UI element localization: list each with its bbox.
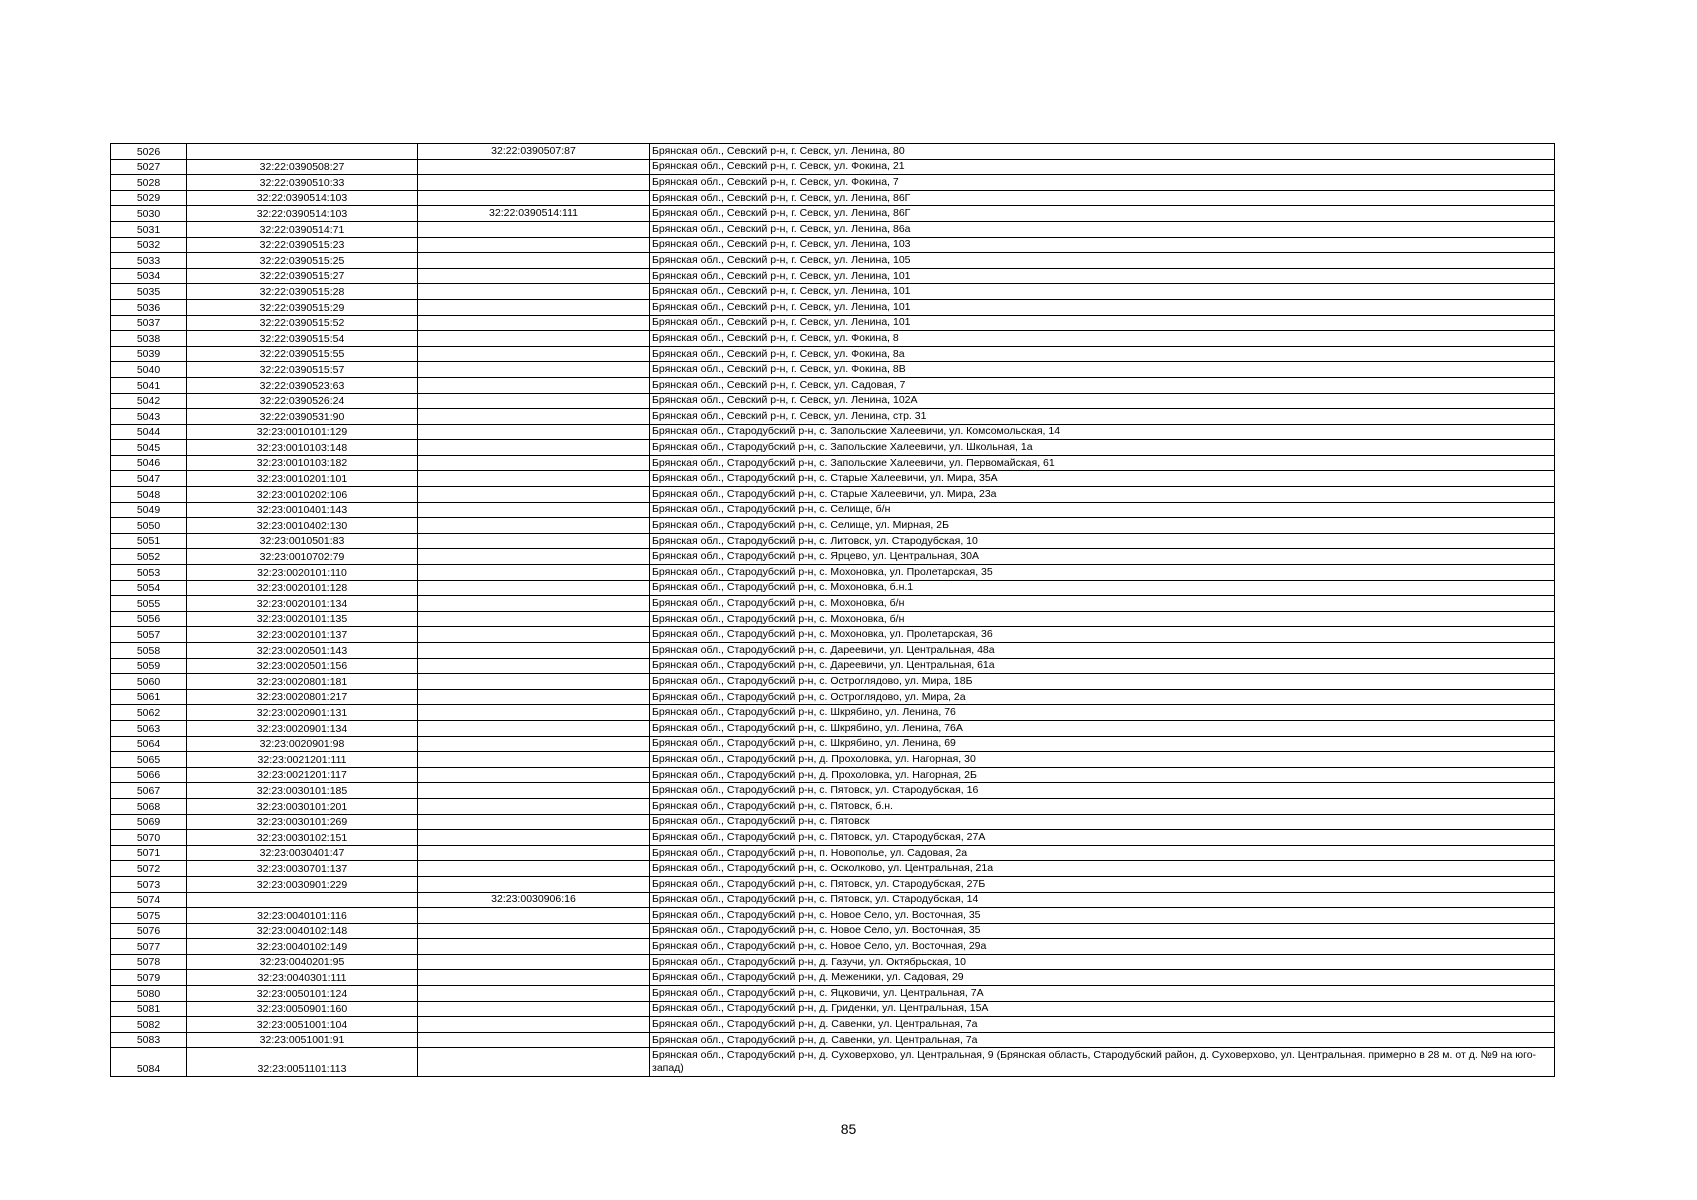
row-number-cell: 5039 — [111, 346, 187, 362]
row-number-cell: 5030 — [111, 206, 187, 222]
cadastral-number-cell: 32:23:0030701:137 — [187, 861, 418, 877]
building-cadastral-number-cell — [418, 783, 650, 799]
cadastral-number-cell: 32:23:0020101:110 — [187, 565, 418, 581]
table-row — [111, 502, 1555, 518]
building-cadastral-number-cell — [418, 658, 650, 674]
row-number-cell: 5045 — [111, 440, 187, 456]
address-cell: Брянская обл., Севский р-н, г. Севск, ул. Фокина, 8В — [650, 362, 1555, 378]
address-cell: Брянская обл., Севский р-н, г. Севск, ул. Ленина, 101 — [650, 299, 1555, 315]
row-number-cell: 5035 — [111, 284, 187, 300]
address-cell: Брянская обл., Стародубский р-н, д. Савенки, ул. Центральная, 7а — [650, 1017, 1555, 1033]
address-cell: Брянская обл., Стародубский р-н, с. Мохоновка, б/н — [650, 611, 1555, 627]
row-number-cell: 5054 — [111, 580, 187, 596]
row-number-cell: 5084 — [111, 1048, 187, 1077]
row-number-cell: 5064 — [111, 736, 187, 752]
row-number-cell: 5061 — [111, 689, 187, 705]
row-number-cell: 5032 — [111, 237, 187, 253]
building-cadastral-number-cell — [418, 861, 650, 877]
row-number-cell: 5052 — [111, 549, 187, 565]
row-number-cell: 5076 — [111, 923, 187, 939]
cadastral-number-cell: 32:23:0020101:137 — [187, 627, 418, 643]
table-row — [111, 814, 1555, 830]
row-number-cell: 5077 — [111, 939, 187, 955]
cadastral-number-cell: 32:23:0051001:91 — [187, 1032, 418, 1048]
table-row — [111, 861, 1555, 877]
cadastral-number-cell: 32:23:0020901:131 — [187, 705, 418, 721]
address-cell: Брянская обл., Стародубский р-н, с. Пятовск, ул. Стародубская, 27Б — [650, 876, 1555, 892]
table-row — [111, 720, 1555, 736]
address-cell: Брянская обл., Стародубский р-н, с. Селище, ул. Мирная, 2Б — [650, 518, 1555, 534]
table-row — [111, 627, 1555, 643]
table-row — [111, 705, 1555, 721]
table-row — [111, 892, 1555, 908]
table-row — [111, 798, 1555, 814]
address-cell: Брянская обл., Стародубский р-н, с. Шкрябино, ул. Ленина, 76 — [650, 705, 1555, 721]
building-cadastral-number-cell — [418, 814, 650, 830]
building-cadastral-number-cell — [418, 830, 650, 846]
row-number-cell: 5040 — [111, 362, 187, 378]
table-row — [111, 393, 1555, 409]
table-row — [111, 1048, 1555, 1077]
cadastral-number-cell: 32:23:0030401:47 — [187, 845, 418, 861]
row-number-cell: 5051 — [111, 533, 187, 549]
building-cadastral-number-cell — [418, 440, 650, 456]
cadastral-number-cell: 32:23:0020101:135 — [187, 611, 418, 627]
row-number-cell: 5042 — [111, 393, 187, 409]
table-row — [111, 689, 1555, 705]
cadastral-number-cell: 32:23:0010201:101 — [187, 471, 418, 487]
row-number-cell: 5080 — [111, 986, 187, 1002]
table-row — [111, 315, 1555, 331]
table-row — [111, 362, 1555, 378]
table-row — [111, 299, 1555, 315]
cadastral-number-cell — [187, 892, 418, 908]
address-cell: Брянская обл., Стародубский р-н, с. Новое Село, ул. Восточная, 35 — [650, 923, 1555, 939]
building-cadastral-number-cell — [418, 1001, 650, 1017]
cadastral-number-cell: 32:23:0040102:149 — [187, 939, 418, 955]
building-cadastral-number-cell — [418, 752, 650, 768]
building-cadastral-number-cell — [418, 455, 650, 471]
building-cadastral-number-cell — [418, 705, 650, 721]
building-cadastral-number-cell — [418, 845, 650, 861]
cadastral-number-cell: 32:23:0010103:182 — [187, 455, 418, 471]
row-number-cell: 5075 — [111, 908, 187, 924]
cadastral-number-cell: 32:22:0390515:23 — [187, 237, 418, 253]
building-cadastral-number-cell — [418, 315, 650, 331]
address-cell: Брянская обл., Стародубский р-н, с. Дареевичи, ул. Центральная, 48а — [650, 643, 1555, 659]
address-cell: Брянская обл., Стародубский р-н, с. Ярцево, ул. Центральная, 30А — [650, 549, 1555, 565]
building-cadastral-number-cell — [418, 970, 650, 986]
row-number-cell: 5034 — [111, 268, 187, 284]
row-number-cell: 5063 — [111, 720, 187, 736]
address-cell: Брянская обл., Севский р-н, г. Севск, ул. Ленина, 103 — [650, 237, 1555, 253]
building-cadastral-number-cell: 32:22:0390514:111 — [418, 206, 650, 222]
row-number-cell: 5057 — [111, 627, 187, 643]
table-row — [111, 409, 1555, 425]
building-cadastral-number-cell — [418, 253, 650, 269]
address-cell: Брянская обл., Стародубский р-н, д. Газучи, ул. Октябрьская, 10 — [650, 954, 1555, 970]
address-cell: Брянская обл., Севский р-н, г. Севск, ул. Ленина, 102А — [650, 393, 1555, 409]
address-cell: Брянская обл., Стародубский р-н, с. Пятовск — [650, 814, 1555, 830]
address-cell: Брянская обл., Стародубский р-н, с. Осколково, ул. Центральная, 21а — [650, 861, 1555, 877]
address-cell: Брянская обл., Стародубский р-н, с. Остроглядово, ул. Мира, 2а — [650, 689, 1555, 705]
building-cadastral-number-cell — [418, 611, 650, 627]
table-row — [111, 144, 1555, 160]
building-cadastral-number-cell — [418, 1048, 650, 1077]
table-row — [111, 346, 1555, 362]
cadastral-number-cell: 32:23:0010202:106 — [187, 487, 418, 503]
row-number-cell: 5044 — [111, 424, 187, 440]
table-row — [111, 643, 1555, 659]
address-cell: Брянская обл., Стародубский р-н, с. Запольские Халеевичи, ул. Комсомольская, 14 — [650, 424, 1555, 440]
row-number-cell: 5029 — [111, 190, 187, 206]
building-cadastral-number-cell — [418, 939, 650, 955]
cadastral-number-cell: 32:23:0050901:160 — [187, 1001, 418, 1017]
address-cell: Брянская обл., Стародубский р-н, с. Дареевичи, ул. Центральная, 61а — [650, 658, 1555, 674]
address-cell: Брянская обл., Стародубский р-н, с. Шкрябино, ул. Ленина, 69 — [650, 736, 1555, 752]
row-number-cell: 5055 — [111, 596, 187, 612]
row-number-cell: 5053 — [111, 565, 187, 581]
cadastral-number-cell: 32:22:0390510:33 — [187, 175, 418, 191]
building-cadastral-number-cell — [418, 767, 650, 783]
address-cell: Брянская обл., Стародубский р-н, с. Пятовск, ул. Стародубская, 27А — [650, 830, 1555, 846]
cadastral-number-cell: 32:22:0390531:90 — [187, 409, 418, 425]
address-cell: Брянская обл., Стародубский р-н, с. Селище, б/н — [650, 502, 1555, 518]
cadastral-number-cell: 32:23:0010402:130 — [187, 518, 418, 534]
building-cadastral-number-cell — [418, 643, 650, 659]
cadastral-number-cell: 32:23:0020101:134 — [187, 596, 418, 612]
table-row — [111, 970, 1555, 986]
row-number-cell: 5070 — [111, 830, 187, 846]
table-row — [111, 471, 1555, 487]
row-number-cell: 5060 — [111, 674, 187, 690]
building-cadastral-number-cell — [418, 518, 650, 534]
address-cell: Брянская обл., Севский р-н, г. Севск, ул. Ленина, 105 — [650, 253, 1555, 269]
table-row — [111, 954, 1555, 970]
address-cell: Брянская обл., Стародубский р-н, с. Мохоновка, ул. Пролетарская, 35 — [650, 565, 1555, 581]
building-cadastral-number-cell — [418, 1032, 650, 1048]
row-number-cell: 5033 — [111, 253, 187, 269]
address-cell: Брянская обл., Стародубский р-н, с. Новое Село, ул. Восточная, 29а — [650, 939, 1555, 955]
building-cadastral-number-cell — [418, 237, 650, 253]
cadastral-number-cell: 32:23:0021201:111 — [187, 752, 418, 768]
row-number-cell: 5073 — [111, 876, 187, 892]
address-cell: Брянская обл., Стародубский р-н, д. Гриденки, ул. Центральная, 15А — [650, 1001, 1555, 1017]
table-row — [111, 533, 1555, 549]
row-number-cell: 5071 — [111, 845, 187, 861]
address-cell: Брянская обл., Севский р-н, г. Севск, ул. Садовая, 7 — [650, 377, 1555, 393]
building-cadastral-number-cell — [418, 299, 650, 315]
address-cell: Брянская обл., Севский р-н, г. Севск, ул. Фокина, 8 — [650, 331, 1555, 347]
row-number-cell: 5066 — [111, 767, 187, 783]
row-number-cell: 5062 — [111, 705, 187, 721]
table-row — [111, 221, 1555, 237]
row-number-cell: 5047 — [111, 471, 187, 487]
row-number-cell: 5048 — [111, 487, 187, 503]
row-number-cell: 5082 — [111, 1017, 187, 1033]
building-cadastral-number-cell — [418, 175, 650, 191]
cadastral-number-cell: 32:22:0390515:57 — [187, 362, 418, 378]
building-cadastral-number-cell — [418, 549, 650, 565]
table-row — [111, 549, 1555, 565]
building-cadastral-number-cell — [418, 190, 650, 206]
address-cell: Брянская обл., Стародубский р-н, с. Старые Халеевичи, ул. Мира, 23а — [650, 487, 1555, 503]
table-row — [111, 159, 1555, 175]
table-row — [111, 424, 1555, 440]
cadastral-number-cell: 32:23:0010501:83 — [187, 533, 418, 549]
address-cell: Брянская обл., Севский р-н, г. Севск, ул. Ленина, 86Г — [650, 190, 1555, 206]
cadastral-number-cell: 32:22:0390526:24 — [187, 393, 418, 409]
address-cell: Брянская обл., Севский р-н, г. Севск, ул. Фокина, 7 — [650, 175, 1555, 191]
table-row — [111, 611, 1555, 627]
row-number-cell: 5026 — [111, 144, 187, 160]
building-cadastral-number-cell — [418, 923, 650, 939]
row-number-cell: 5043 — [111, 409, 187, 425]
table-row — [111, 876, 1555, 892]
cadastral-number-cell: 32:23:0020501:156 — [187, 658, 418, 674]
row-number-cell: 5037 — [111, 315, 187, 331]
cadastral-number-cell: 32:23:0030101:201 — [187, 798, 418, 814]
cadastral-number-cell: 32:23:0020801:217 — [187, 689, 418, 705]
building-cadastral-number-cell — [418, 502, 650, 518]
address-cell: Брянская обл., Севский р-н, г. Севск, ул. Фокина, 21 — [650, 159, 1555, 175]
row-number-cell: 5072 — [111, 861, 187, 877]
table-row — [111, 1001, 1555, 1017]
building-cadastral-number-cell — [418, 596, 650, 612]
address-cell: Брянская обл., Стародубский р-н, п. Новополье, ул. Садовая, 2а — [650, 845, 1555, 861]
table-row — [111, 767, 1555, 783]
table-row — [111, 580, 1555, 596]
cadastral-number-cell: 32:22:0390515:29 — [187, 299, 418, 315]
address-cell: Брянская обл., Стародубский р-н, с. Мохоновка, ул. Пролетарская, 36 — [650, 627, 1555, 643]
cadastral-number-cell: 32:23:0051001:104 — [187, 1017, 418, 1033]
building-cadastral-number-cell — [418, 268, 650, 284]
address-cell: Брянская обл., Стародубский р-н, д. Прохоловка, ул. Нагорная, 2Б — [650, 767, 1555, 783]
cadastral-number-cell: 32:22:0390508:27 — [187, 159, 418, 175]
row-number-cell: 5036 — [111, 299, 187, 315]
address-cell: Брянская обл., Стародубский р-н, с. Запольские Халеевичи, ул. Первомайская, 61 — [650, 455, 1555, 471]
row-number-cell: 5041 — [111, 377, 187, 393]
row-number-cell: 5049 — [111, 502, 187, 518]
cadastral-number-cell: 32:22:0390515:27 — [187, 268, 418, 284]
cadastral-number-cell: 32:23:0040301:111 — [187, 970, 418, 986]
cadastral-number-cell: 32:23:0040201:95 — [187, 954, 418, 970]
cadastral-number-cell: 32:23:0051101:113 — [187, 1048, 418, 1077]
cadastral-number-cell: 32:23:0020901:98 — [187, 736, 418, 752]
building-cadastral-number-cell — [418, 674, 650, 690]
table-row — [111, 237, 1555, 253]
building-cadastral-number-cell — [418, 346, 650, 362]
address-cell: Брянская обл., Стародубский р-н, д. Савенки, ул. Центральная, 7а — [650, 1032, 1555, 1048]
register-table-body — [111, 144, 1555, 1077]
cadastral-number-cell: 32:23:0040101:116 — [187, 908, 418, 924]
cadastral-number-cell: 32:23:0021201:117 — [187, 767, 418, 783]
building-cadastral-number-cell — [418, 221, 650, 237]
row-number-cell: 5067 — [111, 783, 187, 799]
cadastral-number-cell: 32:22:0390515:28 — [187, 284, 418, 300]
address-cell: Брянская обл., Стародубский р-н, с. Запольские Халеевичи, ул. Школьная, 1а — [650, 440, 1555, 456]
address-cell: Брянская обл., Стародубский р-н, с. Остроглядово, ул. Мира, 18Б — [650, 674, 1555, 690]
cadastral-number-cell: 32:23:0020101:128 — [187, 580, 418, 596]
table-row — [111, 845, 1555, 861]
cadastral-number-cell: 32:23:0030102:151 — [187, 830, 418, 846]
row-number-cell: 5056 — [111, 611, 187, 627]
cadastral-number-cell: 32:22:0390515:25 — [187, 253, 418, 269]
row-number-cell: 5068 — [111, 798, 187, 814]
building-cadastral-number-cell — [418, 986, 650, 1002]
building-cadastral-number-cell — [418, 362, 650, 378]
page-number: 85 — [840, 1121, 857, 1137]
property-register-table — [110, 143, 1555, 1077]
building-cadastral-number-cell: 32:22:0390507:87 — [418, 144, 650, 160]
cadastral-number-cell: 32:23:0040102:148 — [187, 923, 418, 939]
row-number-cell: 5078 — [111, 954, 187, 970]
cadastral-number-cell: 32:23:0020801:181 — [187, 674, 418, 690]
row-number-cell: 5046 — [111, 455, 187, 471]
row-number-cell: 5038 — [111, 331, 187, 347]
table-row — [111, 455, 1555, 471]
building-cadastral-number-cell — [418, 954, 650, 970]
address-cell: Брянская обл., Стародубский р-н, с. Литовск, ул. Стародубская, 10 — [650, 533, 1555, 549]
address-cell: Брянская обл., Севский р-н, г. Севск, ул. Ленина, 101 — [650, 268, 1555, 284]
address-cell: Брянская обл., Стародубский р-н, с. Шкрябино, ул. Ленина, 76А — [650, 720, 1555, 736]
cadastral-number-cell: 32:22:0390523:63 — [187, 377, 418, 393]
table-row — [111, 284, 1555, 300]
cadastral-number-cell: 32:22:0390514:103 — [187, 190, 418, 206]
table-row — [111, 518, 1555, 534]
address-cell: Брянская обл., Севский р-н, г. Севск, ул. Ленина, 86а — [650, 221, 1555, 237]
address-cell: Брянская обл., Севский р-н, г. Севск, ул. Ленина, 86Г — [650, 206, 1555, 222]
building-cadastral-number-cell — [418, 159, 650, 175]
cadastral-number-cell: 32:23:0030901:229 — [187, 876, 418, 892]
address-cell: Брянская обл., Севский р-н, г. Севск, ул. Фокина, 8а — [650, 346, 1555, 362]
row-number-cell: 5028 — [111, 175, 187, 191]
cadastral-number-cell — [187, 144, 418, 160]
building-cadastral-number-cell: 32:23:0030906:16 — [418, 892, 650, 908]
building-cadastral-number-cell — [418, 424, 650, 440]
building-cadastral-number-cell — [418, 1017, 650, 1033]
cadastral-number-cell: 32:23:0020501:143 — [187, 643, 418, 659]
building-cadastral-number-cell — [418, 487, 650, 503]
cadastral-number-cell: 32:22:0390515:55 — [187, 346, 418, 362]
row-number-cell: 5059 — [111, 658, 187, 674]
cadastral-number-cell: 32:23:0020901:134 — [187, 720, 418, 736]
table-row — [111, 253, 1555, 269]
table-row — [111, 923, 1555, 939]
address-cell: Брянская обл., Стародубский р-н, с. Мохоновка, б.н.1 — [650, 580, 1555, 596]
row-number-cell: 5081 — [111, 1001, 187, 1017]
cadastral-number-cell: 32:23:0010702:79 — [187, 549, 418, 565]
address-cell: Брянская обл., Стародубский р-н, с. Мохоновка, б/н — [650, 596, 1555, 612]
address-cell: Брянская обл., Севский р-н, г. Севск, ул. Ленина, стр. 31 — [650, 409, 1555, 425]
address-cell: Брянская обл., Стародубский р-н, с. Новое Село, ул. Восточная, 35 — [650, 908, 1555, 924]
address-cell: Брянская обл., Стародубский р-н, с. Пятовск, ул. Стародубская, 14 — [650, 892, 1555, 908]
building-cadastral-number-cell — [418, 689, 650, 705]
building-cadastral-number-cell — [418, 393, 650, 409]
row-number-cell: 5069 — [111, 814, 187, 830]
address-cell: Брянская обл., Севский р-н, г. Севск, ул. Ленина, 101 — [650, 315, 1555, 331]
cadastral-number-cell: 32:22:0390515:54 — [187, 331, 418, 347]
table-row — [111, 331, 1555, 347]
row-number-cell: 5050 — [111, 518, 187, 534]
building-cadastral-number-cell — [418, 720, 650, 736]
table-row — [111, 830, 1555, 846]
table-row — [111, 658, 1555, 674]
table-row — [111, 736, 1555, 752]
row-number-cell: 5058 — [111, 643, 187, 659]
cadastral-number-cell: 32:23:0050101:124 — [187, 986, 418, 1002]
address-cell: Брянская обл., Стародубский р-н, д. Меженики, ул. Садовая, 29 — [650, 970, 1555, 986]
building-cadastral-number-cell — [418, 627, 650, 643]
building-cadastral-number-cell — [418, 331, 650, 347]
cadastral-number-cell: 32:23:0010101:129 — [187, 424, 418, 440]
table-row — [111, 190, 1555, 206]
cadastral-number-cell: 32:23:0010103:148 — [187, 440, 418, 456]
table-row — [111, 674, 1555, 690]
row-number-cell: 5083 — [111, 1032, 187, 1048]
table-row — [111, 268, 1555, 284]
table-row — [111, 986, 1555, 1002]
table-row — [111, 440, 1555, 456]
cadastral-number-cell: 32:23:0030101:185 — [187, 783, 418, 799]
row-number-cell: 5074 — [111, 892, 187, 908]
address-cell: Брянская обл., Стародубский р-н, с. Старые Халеевичи, ул. Мира, 35А — [650, 471, 1555, 487]
table-row — [111, 783, 1555, 799]
table-row — [111, 487, 1555, 503]
row-number-cell: 5065 — [111, 752, 187, 768]
building-cadastral-number-cell — [418, 471, 650, 487]
building-cadastral-number-cell — [418, 533, 650, 549]
address-cell: Брянская обл., Стародубский р-н, д. Прохоловка, ул. Нагорная, 30 — [650, 752, 1555, 768]
address-cell: Брянская обл., Стародубский р-н, с. Пятовск, ул. Стародубская, 16 — [650, 783, 1555, 799]
building-cadastral-number-cell — [418, 565, 650, 581]
cadastral-number-cell: 32:23:0030101:269 — [187, 814, 418, 830]
row-number-cell: 5079 — [111, 970, 187, 986]
building-cadastral-number-cell — [418, 736, 650, 752]
address-cell: Брянская обл., Севский р-н, г. Севск, ул. Ленина, 101 — [650, 284, 1555, 300]
table-row — [111, 939, 1555, 955]
table-row — [111, 752, 1555, 768]
address-cell: Брянская обл., Стародубский р-н, д. Суховерхово, ул. Центральная, 9 (Брянская область, Стародубский район, д. Суховерхово, ул. Центральная. примерно в 28 м. от д. №9 на юго-запад) — [650, 1048, 1555, 1077]
building-cadastral-number-cell — [418, 409, 650, 425]
table-row — [111, 1032, 1555, 1048]
building-cadastral-number-cell — [418, 377, 650, 393]
cadastral-number-cell: 32:22:0390515:52 — [187, 315, 418, 331]
address-cell: Брянская обл., Стародубский р-н, с. Яцковичи, ул. Центральная, 7А — [650, 986, 1555, 1002]
cadastral-number-cell: 32:22:0390514:71 — [187, 221, 418, 237]
address-cell: Брянская обл., Стародубский р-н, с. Пятовск, б.н. — [650, 798, 1555, 814]
building-cadastral-number-cell — [418, 798, 650, 814]
row-number-cell: 5027 — [111, 159, 187, 175]
table-row — [111, 206, 1555, 222]
row-number-cell: 5031 — [111, 221, 187, 237]
building-cadastral-number-cell — [418, 908, 650, 924]
building-cadastral-number-cell — [418, 580, 650, 596]
building-cadastral-number-cell — [418, 876, 650, 892]
cadastral-number-cell: 32:23:0010401:143 — [187, 502, 418, 518]
table-row — [111, 596, 1555, 612]
table-row — [111, 175, 1555, 191]
table-row — [111, 1017, 1555, 1033]
address-cell: Брянская обл., Севский р-н, г. Севск, ул. Ленина, 80 — [650, 144, 1555, 160]
cadastral-number-cell: 32:22:0390514:103 — [187, 206, 418, 222]
table-row — [111, 908, 1555, 924]
table-row — [111, 565, 1555, 581]
building-cadastral-number-cell — [418, 284, 650, 300]
table-row — [111, 377, 1555, 393]
